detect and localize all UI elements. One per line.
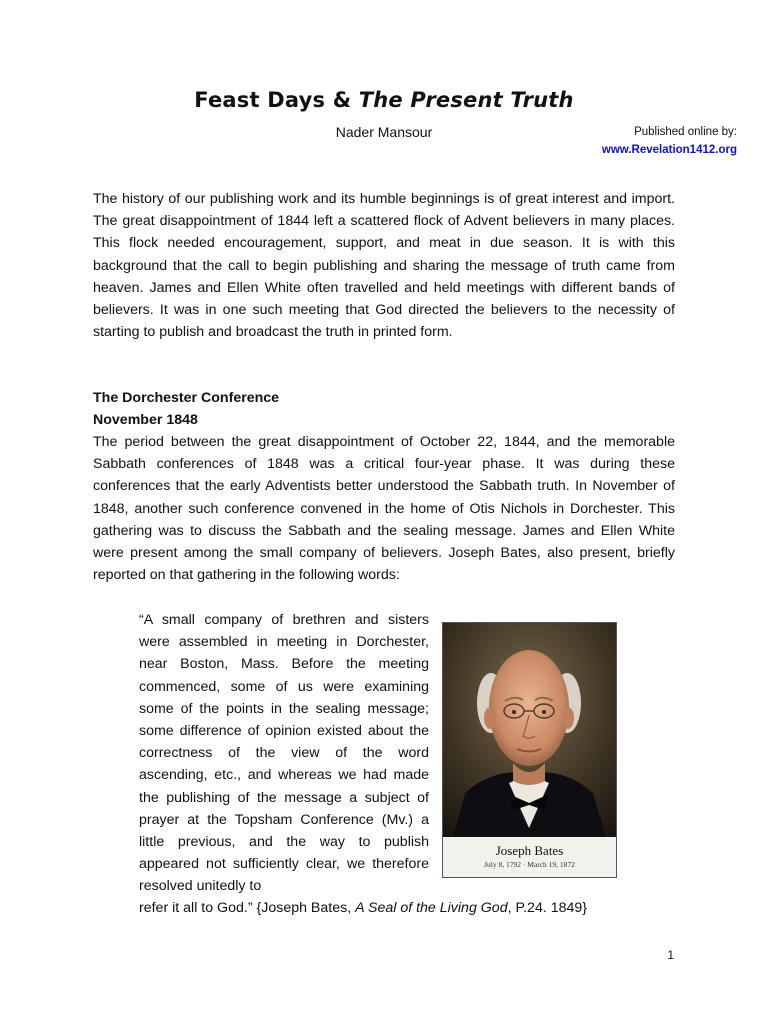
- citation-prefix: {Joseph Bates,: [256, 900, 352, 916]
- published-url-link[interactable]: www.Revelation1412.org: [601, 144, 737, 156]
- title-part2: The Present Truth: [358, 88, 574, 112]
- block-quote: “A small company of brethren and sisters were assembled in meeting in Dorchester, near Boston, Mass. Before the meeting commenced, some of us were examining some of the points in the sealing message; some difference of opinion existed about the correctness of the view of the word ascending, etc., and whereas we had made the publishing of the message a subject of prayer at the Topsham Conference (Mv.) a little previous, and the way to publish appeared not sufficiently clear, we therefore resolved unitedly to: [139, 612, 429, 895]
- portrait-name: Joseph Bates: [495, 843, 564, 858]
- page-number: 1: [667, 948, 674, 962]
- quote-last-line: refer it all to God.”: [139, 900, 253, 916]
- section-subheading: November 1848: [93, 412, 198, 428]
- published-label: Published online by:: [634, 126, 737, 138]
- portrait-caption: [443, 837, 616, 877]
- intro-paragraph: The history of our publishing work and its humble beginnings is of great interest and import. The great disappointment of 1844 left a scattered flock of Advent believers in many places. This flock needed encouragement, support, and meat in due season. It is with this background that the call to begin publishing and sharing the message of truth came from heaven. James and Ellen White often travelled and held meetings with different bands of believers. It was in one such meeting that God directed the believers to the necessity of starting to publish and broadcast the truth in printed form.: [93, 191, 675, 341]
- quote-citation-line: [139, 897, 659, 919]
- document-title: [0, 88, 768, 112]
- portrait-painting: [443, 623, 616, 837]
- portrait-dates: July 8, 1792 · March 19, 1872: [484, 860, 575, 869]
- title-part1: Feast Days &: [194, 88, 352, 112]
- section-heading: The Dorchester Conference: [93, 390, 280, 406]
- author-name: Nader Mansour: [335, 124, 433, 140]
- citation-suffix: , P.24. 1849}: [507, 900, 588, 916]
- citation-title: A Seal of the Living God: [355, 900, 508, 916]
- portrait-image: [442, 622, 617, 878]
- section-paragraph: The period between the great disappointment of October 22, 1844, and the memorable Sabbath conferences of 1848 was a critical four-year phase. It was during these conferences that the early Adventists better understood the Sabbath truth. In November of 1848, another such conference convened in the home of Otis Nichols in Dorchester. This gathering was to discuss the Sabbath and the sealing message. James and Ellen White were present among the small company of believers. Joseph Bates, also present, briefly reported on that gathering in the following words:: [93, 434, 675, 584]
